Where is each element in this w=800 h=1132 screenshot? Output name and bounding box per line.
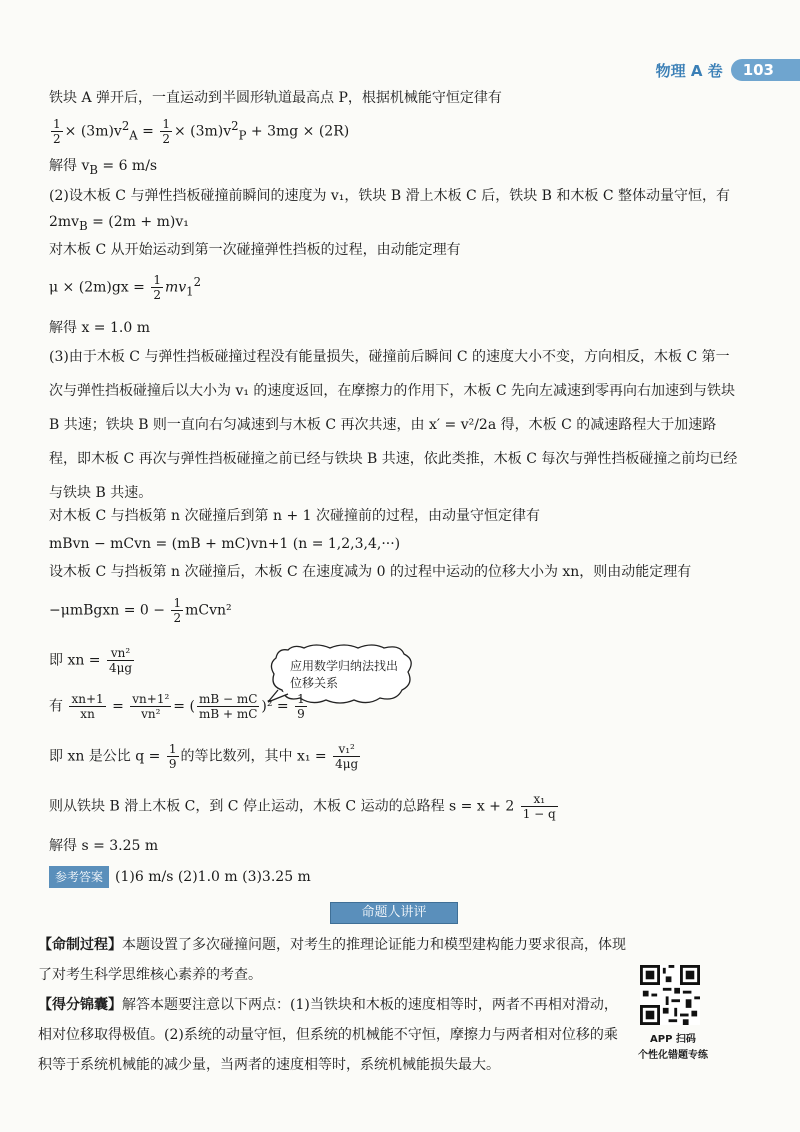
geometric-series: 即 xn 是公比 q = $\frac{1}{9}$ 的等比数列，其中 x₁ = $\frac{\text{v₁²}}{4\mu g}$ <box>49 742 359 771</box>
qr-caption-2: 个性化错题专练 <box>638 1050 708 1061</box>
answer-text: (1)6 m/s (2)1.0 m (3)3.25 m <box>115 869 311 885</box>
kinetic-equation: μ × (2m)gx = $\frac{1}{2}$ $mv_1^2$ <box>49 273 201 303</box>
book-title: 物理 A 卷 <box>655 61 723 80</box>
commentary-2-text: 解答本题要注意以下两点：(1)当铁块和木板的速度相等时，两者不再相对滑动，相对位移取得极值。(2)系统的动量守恒，但系统的机械能不守恒，摩擦力与两者相对位移的乘积等于系统机械能的减少量，当两者的速度相等时，系统机械能损失最大。 <box>38 997 618 1073</box>
momentum-equation: $2mv_B = (2m + m)v_1$ <box>49 214 189 233</box>
commentary-1-label: 【命制过程】 <box>38 937 122 953</box>
momentum-equation-n: mBvn − mCvn = (mB + mC)vn+1 (n = 1,2,3,4,···) <box>49 536 401 552</box>
bubble-note-text: 应用数学归纳法找出位移关系 <box>290 659 399 690</box>
fraction-half-2: $\frac{1}{2}$ <box>162 117 170 147</box>
fraction-xn: $\frac{\text{vn²}}{4\mu g}$ <box>109 646 133 675</box>
fraction-half: $\frac{1}{2}$ <box>53 117 61 147</box>
fraction-ratio3: $\frac{mB - mC}{mB + mC}$ <box>198 692 258 721</box>
fraction-mv1: $\frac{1}{2}$ <box>153 273 161 303</box>
commentary-2-label: 【得分锦囊】 <box>38 997 122 1013</box>
fraction-geo: $\frac{\text{x₁}}{1 - q}$ <box>522 792 556 821</box>
fraction-ninth-2: $\frac{1}{9}$ <box>168 742 177 771</box>
result-s: 解得 s = 3.25 m <box>49 838 159 854</box>
answer-line <box>49 866 740 888</box>
text-line-1: 铁块 A 弹开后，一直运动到半圆形轨道最高点 P，根据机械能守恒定律有 <box>49 90 502 106</box>
fraction-ratio2: $\frac{\text{vn+1²}}{\text{vn²}}$ <box>132 692 170 721</box>
energy-theorem-intro: 对木板 C 从开始运动到第一次碰撞弹性挡板的过程，由动能定理有 <box>49 242 461 258</box>
fraction-ninth: $\frac{1}{9}$ <box>297 692 305 721</box>
fraction-half-3: $\frac{1}{2}$ <box>173 596 182 625</box>
qr-caption-1: APP 扫码 <box>650 1034 696 1045</box>
displacement-intro: 设木板 C 与挡板第 n 次碰撞后，木板 C 在速度减为 0 的过程中运动的位移大小为 xn，则由动能定理有 <box>49 564 692 580</box>
page-number: 103 <box>731 59 800 81</box>
part3-paragraph: (3)由于木板 C 与弹性挡板碰撞过程没有能量损失，碰撞前后瞬间 C 的速度大小不变，方向相反，木板 C 第一次与弹性挡板碰撞后以大小为 v₁ 的速度返回，在摩擦力的作用下，木板 C 先向左减速到零再向右加速到与铁块 B 共速；铁块 B 则一直向右匀减速到与木板 C 再次共速，由 x′ = v²/2a 得，木板 C 的减速路程大于加速路程，即木板 C 再次与弹性挡板碰撞之前已经与铁块 B 共速，依此类推，木板 C 每次与弹性挡板碰撞之前均已经与铁块 B 共速。 <box>49 349 738 501</box>
energy-equation: $\frac{1}{2}$ × $(3m)v^2_A$ = $\frac{1}{2}$ × $(3m)v^2_P + 3mg \times (2R)$ <box>53 117 350 147</box>
part2-intro: (2)设木板 C 与弹性挡板碰撞前瞬间的速度为 v₁，铁块 B 滑上木板 C 后，铁块 B 和木板 C 整体动量守恒，有 <box>49 188 731 204</box>
ratio-formula: 有 $\frac{xn+1}{xn}$ = $\frac{\text{vn+1²}}{\text{vn²}}$ = ( $\frac{mB - mC}{mB + mC}$ )² = $\frac{1}{9}$ <box>49 692 305 721</box>
commentary-2 <box>38 990 628 1080</box>
fraction-x1: $\frac{\text{v₁²}}{4\mu g}$ <box>335 742 359 771</box>
section-title: 命题人讲评 <box>330 902 458 924</box>
commentary-1 <box>38 930 628 990</box>
result-x: 解得 x = 1.0 m <box>49 320 150 336</box>
energy-equation-n: −μmBgxn = 0 − $\frac{1}{2}$ mCvn² <box>49 596 232 625</box>
commentary-1-text: 本题设置了多次碰撞问题，对考生的推理论证能力和模型建构能力要求很高，体现了对考生科学思维核心素养的考查。 <box>38 937 626 983</box>
qr-code-icon[interactable] <box>640 965 700 1025</box>
answer-tag: 参考答案 <box>49 866 109 888</box>
total-path: 则从铁块 B 滑上木板 C，到 C 停止运动，木板 C 运动的总路程 s = x + 2 $\frac{\text{x₁}}{1 - q}$ <box>49 792 556 821</box>
fraction-ratio1: $\frac{xn+1}{xn}$ <box>71 692 104 721</box>
page-header <box>656 58 800 82</box>
xn-formula: 即 xn = $\frac{\text{vn²}}{4\mu g}$ <box>49 646 133 675</box>
momentum-intro-n: 对木板 C 与挡板第 n 次碰撞后到第 n + 1 次碰撞前的过程，由动量守恒定律有 <box>49 508 540 524</box>
result-vb: 解得 $v_B = 6$ m/s <box>49 158 158 177</box>
